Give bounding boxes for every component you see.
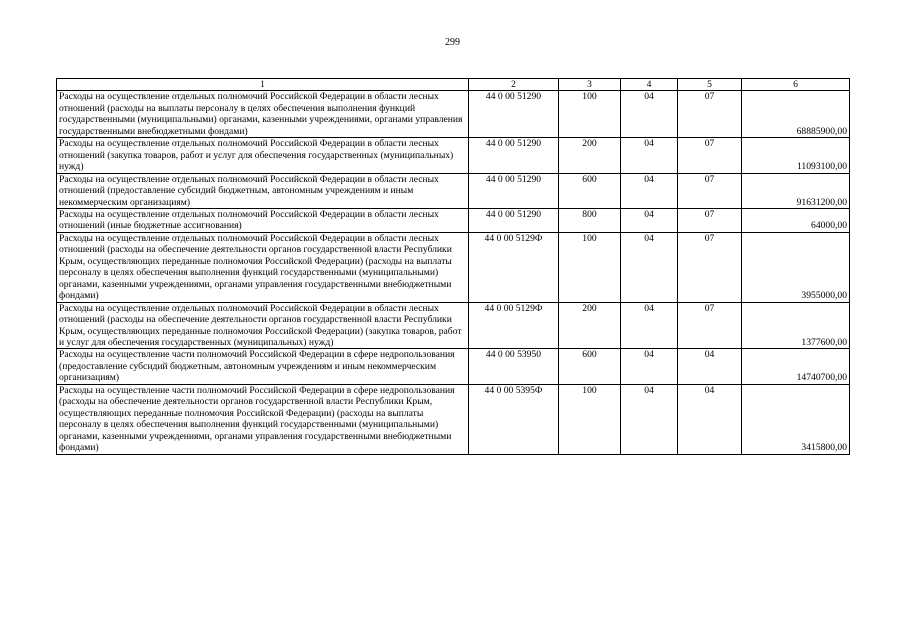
- row-expense-type: 600: [559, 173, 621, 208]
- page-number: 299: [445, 37, 460, 48]
- row-section: 04: [621, 91, 678, 138]
- row-amount: 1377600,00: [742, 302, 850, 349]
- row-section: 04: [621, 302, 678, 349]
- row-amount: 14740700,00: [742, 349, 850, 384]
- row-section: 04: [621, 232, 678, 302]
- row-description: Расходы на осуществление отдельных полномочий Российской Федерации в области лесных отношений (расходы на выплаты персоналу в целях обеспечения выполнения функций государственными (муниципальными) органами, казенными учреждениями, органами управления государственными внебюджетными фондами): [57, 91, 469, 138]
- column-header-3: 3: [559, 79, 621, 91]
- row-description: Расходы на осуществление отдельных полномочий Российской Федерации в области лесных отношений (закупка товаров, работ и услуг для обеспечения государственных (муниципальных) нужд): [57, 138, 469, 173]
- row-section: 04: [621, 138, 678, 173]
- row-amount: 64000,00: [742, 208, 850, 232]
- row-expense-type: 200: [559, 138, 621, 173]
- row-budget-code: 44 0 00 51290: [469, 173, 559, 208]
- column-header-6: 6: [742, 79, 850, 91]
- row-budget-code: 44 0 00 51290: [469, 138, 559, 173]
- row-description: Расходы на осуществление отдельных полномочий Российской Федерации в области лесных отношений (предоставление субсидий бюджетным, автономным учреждениям и иным некоммерческим организациям): [57, 173, 469, 208]
- row-expense-type: 100: [559, 384, 621, 454]
- header-row: [57, 79, 850, 91]
- column-header-4: 4: [621, 79, 678, 91]
- row-amount: 91631200,00: [742, 173, 850, 208]
- row-description: Расходы на осуществление части полномочий Российской Федерации в сфере недропользования (предоставление субсидий бюджетным, автономным учреждениям и иным некоммерческим организациям): [57, 349, 469, 384]
- table-row: [57, 232, 850, 302]
- table-row: [57, 91, 850, 138]
- row-budget-code: 44 0 00 51290: [469, 91, 559, 138]
- row-budget-code: 44 0 00 5129Ф: [469, 232, 559, 302]
- row-expense-type: 200: [559, 302, 621, 349]
- row-subsection: 04: [678, 349, 742, 384]
- row-expense-type: 100: [559, 232, 621, 302]
- table-row: [57, 384, 850, 454]
- row-description: Расходы на осуществление отдельных полномочий Российской Федерации в области лесных отношений (расходы на обеспечение деятельности органов государственной власти Республики Крым, осуществляющих переданные полномочия Российской Федерации) (закупка товаров, работ и услуг для обеспечения государственных (муниципальных) нужд): [57, 302, 469, 349]
- row-budget-code: 44 0 00 5129Ф: [469, 302, 559, 349]
- table-row: [57, 208, 850, 232]
- column-header-1: 1: [57, 79, 469, 91]
- table-row: [57, 173, 850, 208]
- row-expense-type: 100: [559, 91, 621, 138]
- row-expense-type: 600: [559, 349, 621, 384]
- row-subsection: 07: [678, 138, 742, 173]
- column-header-5: 5: [678, 79, 742, 91]
- budget-table: [56, 78, 850, 455]
- row-section: 04: [621, 208, 678, 232]
- row-subsection: 04: [678, 384, 742, 454]
- row-amount: 3955000,00: [742, 232, 850, 302]
- row-section: 04: [621, 384, 678, 454]
- column-header-2: 2: [469, 79, 559, 91]
- row-description: Расходы на осуществление отдельных полномочий Российской Федерации в области лесных отношений (расходы на обеспечение деятельности органов государственной власти Республики Крым, осуществляющих переданные полномочия Российской Федерации) (расходы на выплаты персоналу в целях обеспечения выполнения функций государственными (муниципальными) органами, казенными учреждениями, органами управления государственными внебюджетными фондами): [57, 232, 469, 302]
- row-section: 04: [621, 173, 678, 208]
- row-amount: 11093100,00: [742, 138, 850, 173]
- table-row: [57, 138, 850, 173]
- row-amount: 68885900,00: [742, 91, 850, 138]
- row-amount: 3415800,00: [742, 384, 850, 454]
- row-budget-code: 44 0 00 51290: [469, 208, 559, 232]
- row-subsection: 07: [678, 232, 742, 302]
- row-subsection: 07: [678, 173, 742, 208]
- table-row: [57, 302, 850, 349]
- row-budget-code: 44 0 00 53950: [469, 349, 559, 384]
- row-budget-code: 44 0 00 5395Ф: [469, 384, 559, 454]
- row-subsection: 07: [678, 208, 742, 232]
- row-subsection: 07: [678, 302, 742, 349]
- budget-table-body: [57, 79, 850, 455]
- row-expense-type: 800: [559, 208, 621, 232]
- row-section: 04: [621, 349, 678, 384]
- table-row: [57, 349, 850, 384]
- row-description: Расходы на осуществление отдельных полномочий Российской Федерации в области лесных отношений (иные бюджетные ассигнования): [57, 208, 469, 232]
- row-subsection: 07: [678, 91, 742, 138]
- row-description: Расходы на осуществление части полномочий Российской Федерации в сфере недропользования (расходы на обеспечение деятельности органов государственной власти Республики Крым, осуществляющих переданные полномочия Российской Федерации) (расходы на выплаты персоналу в целях обеспечения выполнения функций государственными (муниципальными) органами, казенными учреждениями, органами управления государственными внебюджетными фондами): [57, 384, 469, 454]
